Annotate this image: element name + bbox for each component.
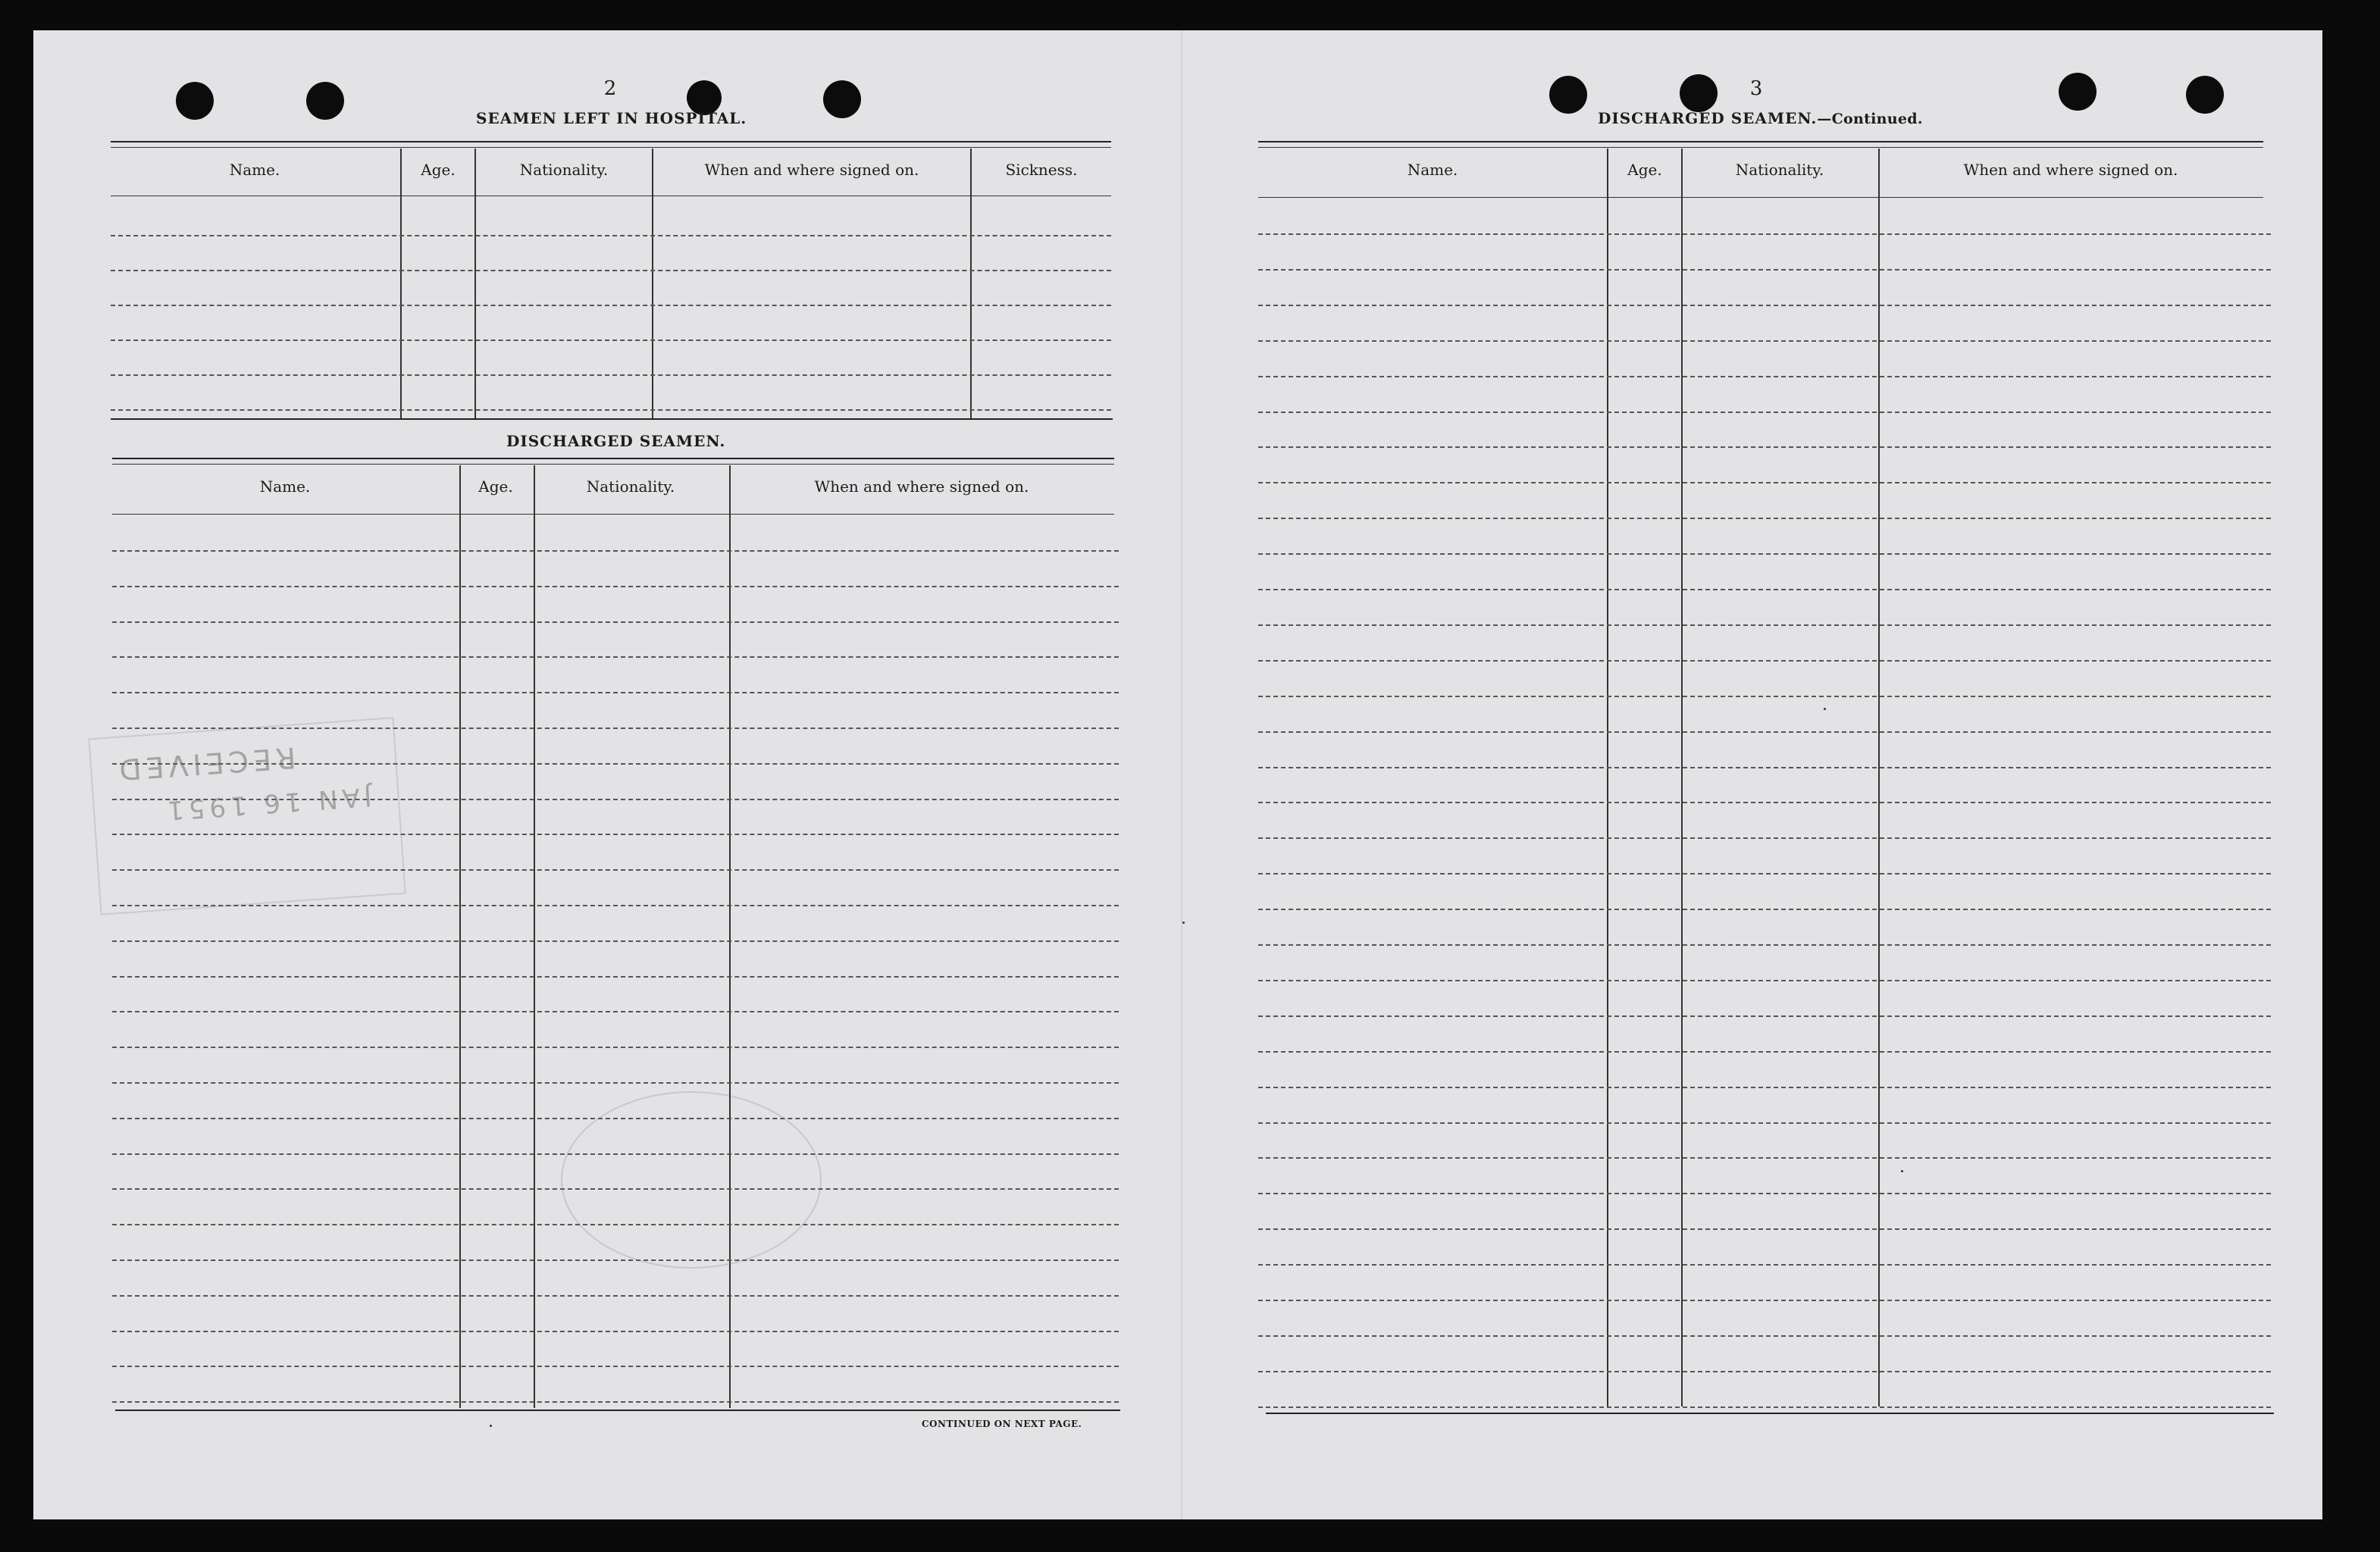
hospital-section-title: SEAMEN LEFT IN HOSPITAL. xyxy=(476,109,747,127)
entry-line xyxy=(1258,1015,2271,1017)
column-divider xyxy=(652,149,653,418)
column-divider xyxy=(459,465,461,1408)
entry-line xyxy=(112,586,1119,587)
entry-line xyxy=(112,550,1119,552)
section-end-rule xyxy=(111,418,1113,420)
entry-line xyxy=(1258,1300,2271,1301)
paper-speck xyxy=(490,1425,492,1427)
entry-line xyxy=(111,374,1111,376)
column-divider xyxy=(400,149,402,418)
page-number: 3 xyxy=(1749,77,1763,100)
column-header-nationality: Nationality. xyxy=(586,477,675,496)
header-rule xyxy=(112,464,1114,465)
stamp-word: RECEIVED xyxy=(113,740,297,787)
entry-line xyxy=(1258,767,2271,768)
entry-line xyxy=(111,340,1111,341)
column-header-name: Name. xyxy=(229,161,280,179)
page-fold xyxy=(1181,30,1182,1519)
punch-hole xyxy=(306,82,344,120)
entry-line xyxy=(1258,518,2271,519)
entry-line xyxy=(1258,696,2271,697)
entry-line xyxy=(112,1011,1119,1012)
entry-line xyxy=(112,692,1119,693)
paper-speck xyxy=(1901,1170,1903,1172)
entry-line xyxy=(1258,1228,2271,1230)
entry-line xyxy=(112,976,1119,978)
entry-line xyxy=(112,1047,1119,1048)
column-header-signed-on: When and where signed on. xyxy=(1963,161,2178,179)
header-rule xyxy=(1258,141,2263,142)
entry-line xyxy=(1258,1193,2271,1194)
column-divider xyxy=(1681,149,1683,1406)
entry-line xyxy=(1258,1051,2271,1053)
column-divider xyxy=(474,149,476,418)
entry-line xyxy=(112,621,1119,623)
column-header-signed-on: When and where signed on. xyxy=(704,161,919,179)
column-divider xyxy=(1607,149,1608,1406)
entry-line xyxy=(111,235,1111,236)
entry-line xyxy=(1258,1264,2271,1266)
column-header-underline xyxy=(112,514,1114,515)
punch-hole xyxy=(176,82,214,120)
entry-line xyxy=(1258,909,2271,910)
punch-hole xyxy=(823,80,861,118)
column-divider xyxy=(1878,149,1880,1406)
punch-hole xyxy=(2059,73,2097,111)
page-number: 2 xyxy=(603,77,617,100)
column-header-name: Name. xyxy=(1407,161,1458,179)
entry-line xyxy=(111,409,1111,411)
entry-line xyxy=(1258,802,2271,803)
header-rule xyxy=(111,141,1111,142)
entry-line xyxy=(112,1401,1119,1403)
entry-line xyxy=(111,270,1111,271)
entry-line xyxy=(1258,624,2271,626)
entry-line xyxy=(112,1331,1119,1332)
column-header-age: Age. xyxy=(478,477,513,496)
entry-line xyxy=(1258,837,2271,839)
column-header-nationality: Nationality. xyxy=(1735,161,1824,179)
entry-line xyxy=(1258,1087,2271,1088)
title-continued: —Continued. xyxy=(1817,111,1923,127)
entry-line xyxy=(112,1082,1119,1084)
header-rule xyxy=(1258,147,2263,148)
entry-line xyxy=(1258,269,2271,271)
column-header-name: Name. xyxy=(259,477,311,496)
column-header-age: Age. xyxy=(421,161,456,179)
entry-line xyxy=(1258,944,2271,946)
entry-line xyxy=(112,940,1119,942)
entry-line xyxy=(1258,1335,2271,1337)
entry-line xyxy=(1258,553,2271,555)
entry-line xyxy=(1258,660,2271,662)
entry-line xyxy=(112,1366,1119,1367)
discharged-section-title: DISCHARGED SEAMEN. xyxy=(506,432,726,450)
punch-hole xyxy=(2186,76,2224,114)
entry-line xyxy=(111,305,1111,306)
entry-line xyxy=(1258,376,2271,377)
entry-line xyxy=(112,656,1119,658)
paper-speck xyxy=(1182,922,1185,924)
entry-line xyxy=(1258,980,2271,981)
column-header-sickness: Sickness. xyxy=(1005,161,1078,179)
punch-hole xyxy=(1680,74,1718,112)
received-stamp xyxy=(88,717,406,915)
entry-line xyxy=(1258,411,2271,413)
column-divider xyxy=(534,465,535,1408)
column-header-age: Age. xyxy=(1627,161,1662,179)
punch-hole xyxy=(1549,76,1587,114)
entry-line xyxy=(1258,482,2271,483)
entry-line xyxy=(1258,305,2271,306)
header-rule xyxy=(112,458,1114,459)
entry-line xyxy=(112,1259,1119,1261)
entry-line xyxy=(1258,1122,2271,1124)
entry-line xyxy=(1258,731,2271,733)
column-header-nationality: Nationality. xyxy=(519,161,609,179)
paper-speck xyxy=(1824,708,1826,710)
entry-line xyxy=(1258,446,2271,448)
stamp-date: JAN 16 1951 xyxy=(161,781,373,826)
entry-line xyxy=(1258,1406,2271,1408)
continued-footer: CONTINUED ON NEXT PAGE. xyxy=(922,1419,1082,1429)
column-header-signed-on: When and where signed on. xyxy=(814,477,1029,496)
section-end-rule xyxy=(115,1410,1120,1411)
title-main: DISCHARGED SEAMEN. xyxy=(1598,109,1818,127)
column-divider xyxy=(729,465,731,1408)
entry-line xyxy=(1258,233,2271,235)
entry-line xyxy=(1258,1157,2271,1159)
discharged-continued-title xyxy=(1598,109,1923,127)
entry-line xyxy=(1258,340,2271,342)
entry-line xyxy=(1258,873,2271,875)
entry-line xyxy=(1258,589,2271,590)
column-divider xyxy=(970,149,972,418)
entry-line xyxy=(112,905,1119,906)
header-rule xyxy=(111,147,1111,148)
entry-line xyxy=(1258,1371,2271,1372)
column-header-underline xyxy=(1258,197,2263,198)
faint-seal xyxy=(561,1091,822,1269)
entry-line xyxy=(112,1295,1119,1297)
section-end-rule xyxy=(1266,1413,2274,1414)
